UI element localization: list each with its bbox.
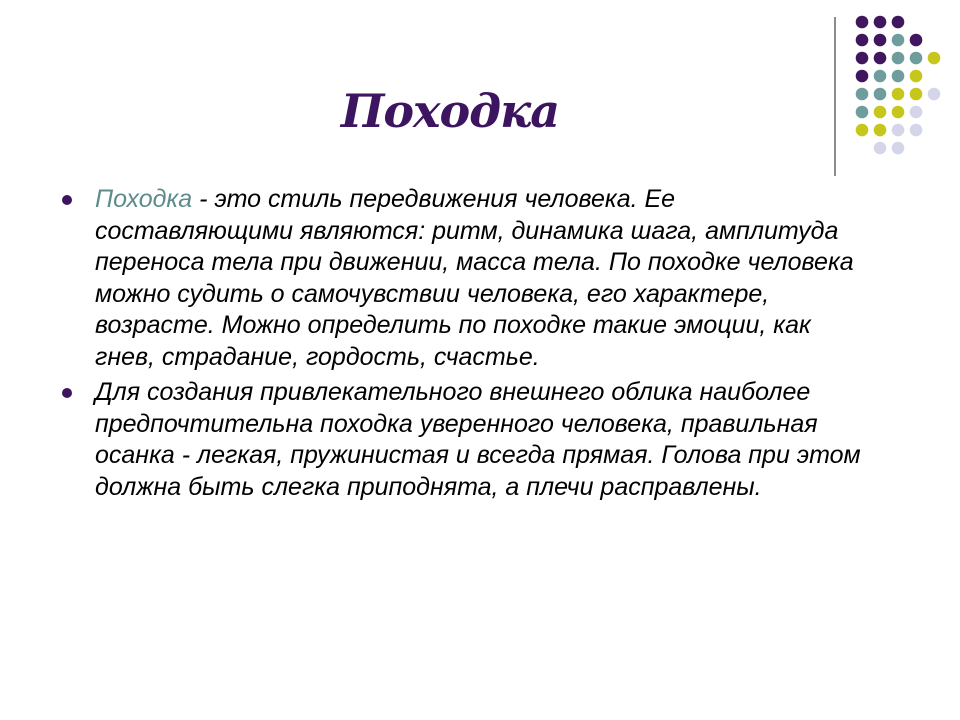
decorative-dot xyxy=(856,70,869,83)
decorative-dot xyxy=(856,52,869,65)
decorative-dot xyxy=(892,142,905,155)
slide-content xyxy=(62,184,862,507)
decorative-dot xyxy=(910,34,923,47)
decorative-dot xyxy=(892,34,905,47)
decorative-dot xyxy=(856,124,869,137)
decorative-dot xyxy=(874,34,887,47)
bullet-item xyxy=(62,184,862,373)
decorative-dot xyxy=(874,70,887,83)
decorative-dot xyxy=(874,16,887,29)
decorative-dot xyxy=(910,70,923,83)
decorative-dot xyxy=(910,52,923,65)
decorative-dot xyxy=(892,16,905,29)
decorative-dot xyxy=(874,52,887,65)
decorative-dot xyxy=(874,124,887,137)
decorative-dot xyxy=(928,88,941,101)
decorative-dot xyxy=(856,16,869,29)
bullet-icon xyxy=(62,195,72,205)
bullet-icon xyxy=(62,388,72,398)
bullet-term: Походка xyxy=(95,185,193,213)
decorative-dot xyxy=(910,124,923,137)
slide-title: Походка xyxy=(340,84,560,138)
decorative-dot xyxy=(928,52,941,65)
decorative-dot xyxy=(892,52,905,65)
decorative-dot xyxy=(856,106,869,119)
decorative-dot xyxy=(892,106,905,119)
decorative-dot xyxy=(892,124,905,137)
decorative-dot xyxy=(892,88,905,101)
decorative-dot xyxy=(856,34,869,47)
decorative-dot xyxy=(874,88,887,101)
decorative-dot xyxy=(910,106,923,119)
decorative-dot xyxy=(874,142,887,155)
bullet-text: Для создания привлекательного внешнего облика наиболее предпочтительна походка уверенного человека, правильная осанка - легкая, пружинистая и всегда прямая. Голова при этом должна быть слегка приподнята, а плечи расправлены. xyxy=(95,378,861,501)
decorative-dot xyxy=(874,106,887,119)
bullet-text: - это стиль передвижения человека. Ее составляющими являются: ритм, динамика шага, амплитуда переноса тела при движении, масса тела. По походке человека можно судить о самочувствии человека, его характере, возрасте. Можно определить по походке такие эмоции, как гнев, страдание, гордость, счастье. xyxy=(95,185,854,371)
decorative-dot xyxy=(892,70,905,83)
vertical-divider-line xyxy=(834,17,836,176)
bullet-item xyxy=(62,377,862,503)
decorative-dot xyxy=(856,88,869,101)
decorative-dot xyxy=(910,88,923,101)
